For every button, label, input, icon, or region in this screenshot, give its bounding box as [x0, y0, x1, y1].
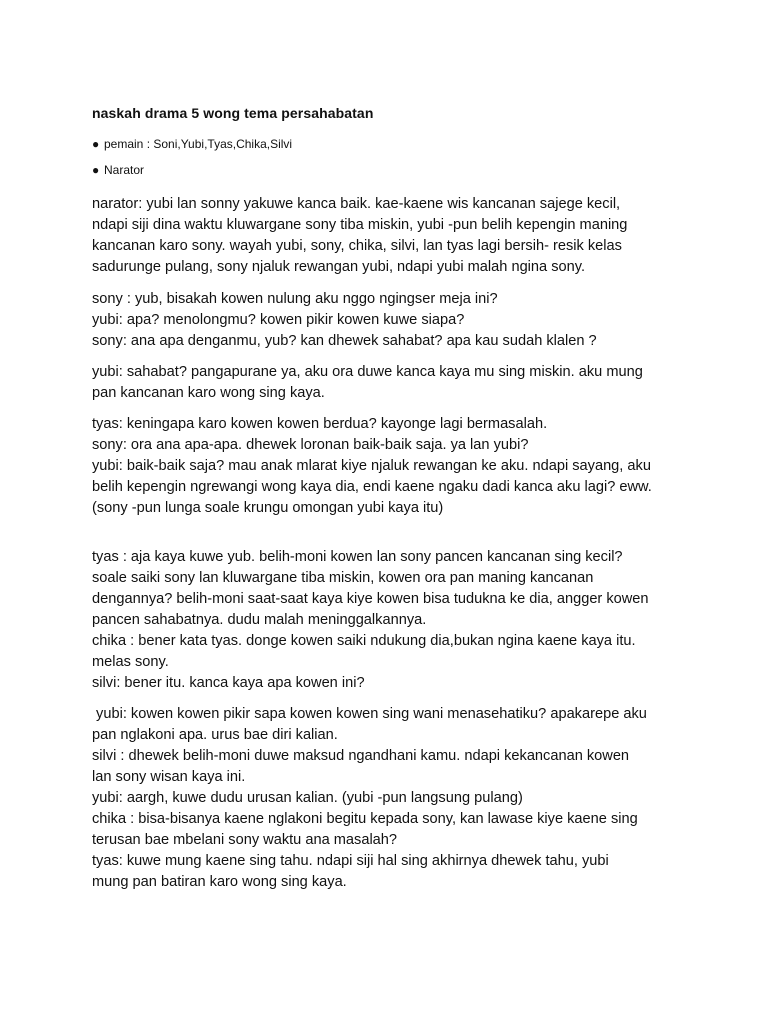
text-line: narator: yubi lan sonny yakuwe kanca baik. kae-kaene wis kancanan sajege kecil,	[92, 196, 621, 212]
document-page	[92, 104, 692, 893]
text-line: chika : bener kata tyas. donge kowen saiki ndukung dia,bukan ngina kaene kaya itu.	[92, 633, 636, 649]
bullet-item-narrator	[92, 162, 692, 178]
text-line: pan nglakoni apa. urus bae diri kalian.	[92, 727, 338, 743]
paragraph-dialogue-3	[92, 414, 692, 519]
text-line: silvi : dhewek belih-moni duwe maksud ngandhani kamu. ndapi kekancanan kowen	[92, 748, 630, 764]
text-line: melas sony.	[92, 654, 169, 670]
bullet-icon: ●	[92, 137, 100, 151]
text-line: silvi: bener itu. kanca kaya apa kowen ini?	[92, 675, 365, 691]
text-line: yubi: aargh, kuwe dudu urusan kalian. (yubi -pun langsung pulang)	[92, 790, 523, 806]
text-line: dengannya? belih-moni saat-saat kaya kiye kowen bisa tudukna ke dia, angger kowen	[92, 591, 649, 607]
text-line: belih kepengin ngrewangi wong kaya dia, endi kaene ngaku dadi kanca aku lagi? eww.	[92, 479, 652, 495]
text-line: mung pan batiran karo wong sing kaya.	[92, 874, 347, 890]
paragraph-dialogue-2	[92, 362, 692, 404]
text-line: yubi: baik-baik saja? mau anak mlarat kiye njaluk rewangan ke aku. ndapi sayang, aku	[92, 458, 651, 474]
bullet-text: pemain : Soni,Yubi,Tyas,Chika,Silvi	[104, 137, 293, 151]
paragraph-narrator	[92, 194, 692, 278]
text-line: sony: ora ana apa-apa. dhewek loronan baik-baik saja. ya lan yubi?	[92, 437, 529, 453]
text-line: yubi: apa? menolongmu? kowen pikir kowen kuwe siapa?	[92, 312, 465, 328]
text-line: yubi: kowen kowen pikir sapa kowen kowen sing wani menasehatiku? apakarepe aku	[92, 706, 647, 722]
text-line: terusan bae mbelani sony waktu ana masalah?	[92, 832, 398, 848]
text-line: soale saiki sony lan kluwargane tiba miskin, kowen ora pan maning kancanan	[92, 570, 594, 586]
text-line: tyas: kuwe mung kaene sing tahu. ndapi siji hal sing akhirnya dhewek tahu, yubi	[92, 853, 609, 869]
paragraph-dialogue-4	[92, 547, 692, 694]
text-line: tyas: keningapa karo kowen kowen berdua? kayonge lagi bermasalah.	[92, 416, 548, 432]
bullet-text: Narator	[104, 163, 145, 177]
text-line: lan sony wisan kaya ini.	[92, 769, 246, 785]
text-line: (sony -pun lunga soale krungu omongan yubi kaya itu)	[92, 500, 444, 516]
paragraph-dialogue-5	[92, 704, 692, 893]
text-line: pancen sahabatnya. dudu malah meninggalkannya.	[92, 612, 427, 628]
bullet-item-cast	[92, 136, 692, 152]
text-line: pan kancanan karo wong sing kaya.	[92, 385, 325, 401]
text-line: tyas : aja kaya kuwe yub. belih-moni kowen lan sony pancen kancanan sing kecil?	[92, 549, 623, 565]
text-line: sadurunge pulang, sony njaluk rewangan yubi, ndapi yubi malah ngina sony.	[92, 259, 586, 275]
text-line: chika : bisa-bisanya kaene nglakoni begitu kepada sony, kan lawase kiye kaene sing	[92, 811, 638, 827]
text-line: sony : yub, bisakah kowen nulung aku nggo ngingser meja ini?	[92, 291, 498, 307]
text-line: sony: ana apa denganmu, yub? kan dhewek sahabat? apa kau sudah klalen ?	[92, 333, 597, 349]
bullet-icon: ●	[92, 163, 100, 177]
document-title: naskah drama 5 wong tema persahabatan	[92, 105, 374, 121]
text-line: yubi: sahabat? pangapurane ya, aku ora duwe kanca kaya mu sing miskin. aku mung	[92, 364, 643, 380]
paragraph-dialogue-1	[92, 289, 692, 352]
text-line: kancanan karo sony. wayah yubi, sony, chika, silvi, lan tyas lagi bersih- resik kelas	[92, 238, 622, 254]
text-line: ndapi siji dina waktu kluwargane sony tiba miskin, yubi -pun belih kepengin maning	[92, 217, 628, 233]
bullet-list	[92, 136, 692, 178]
